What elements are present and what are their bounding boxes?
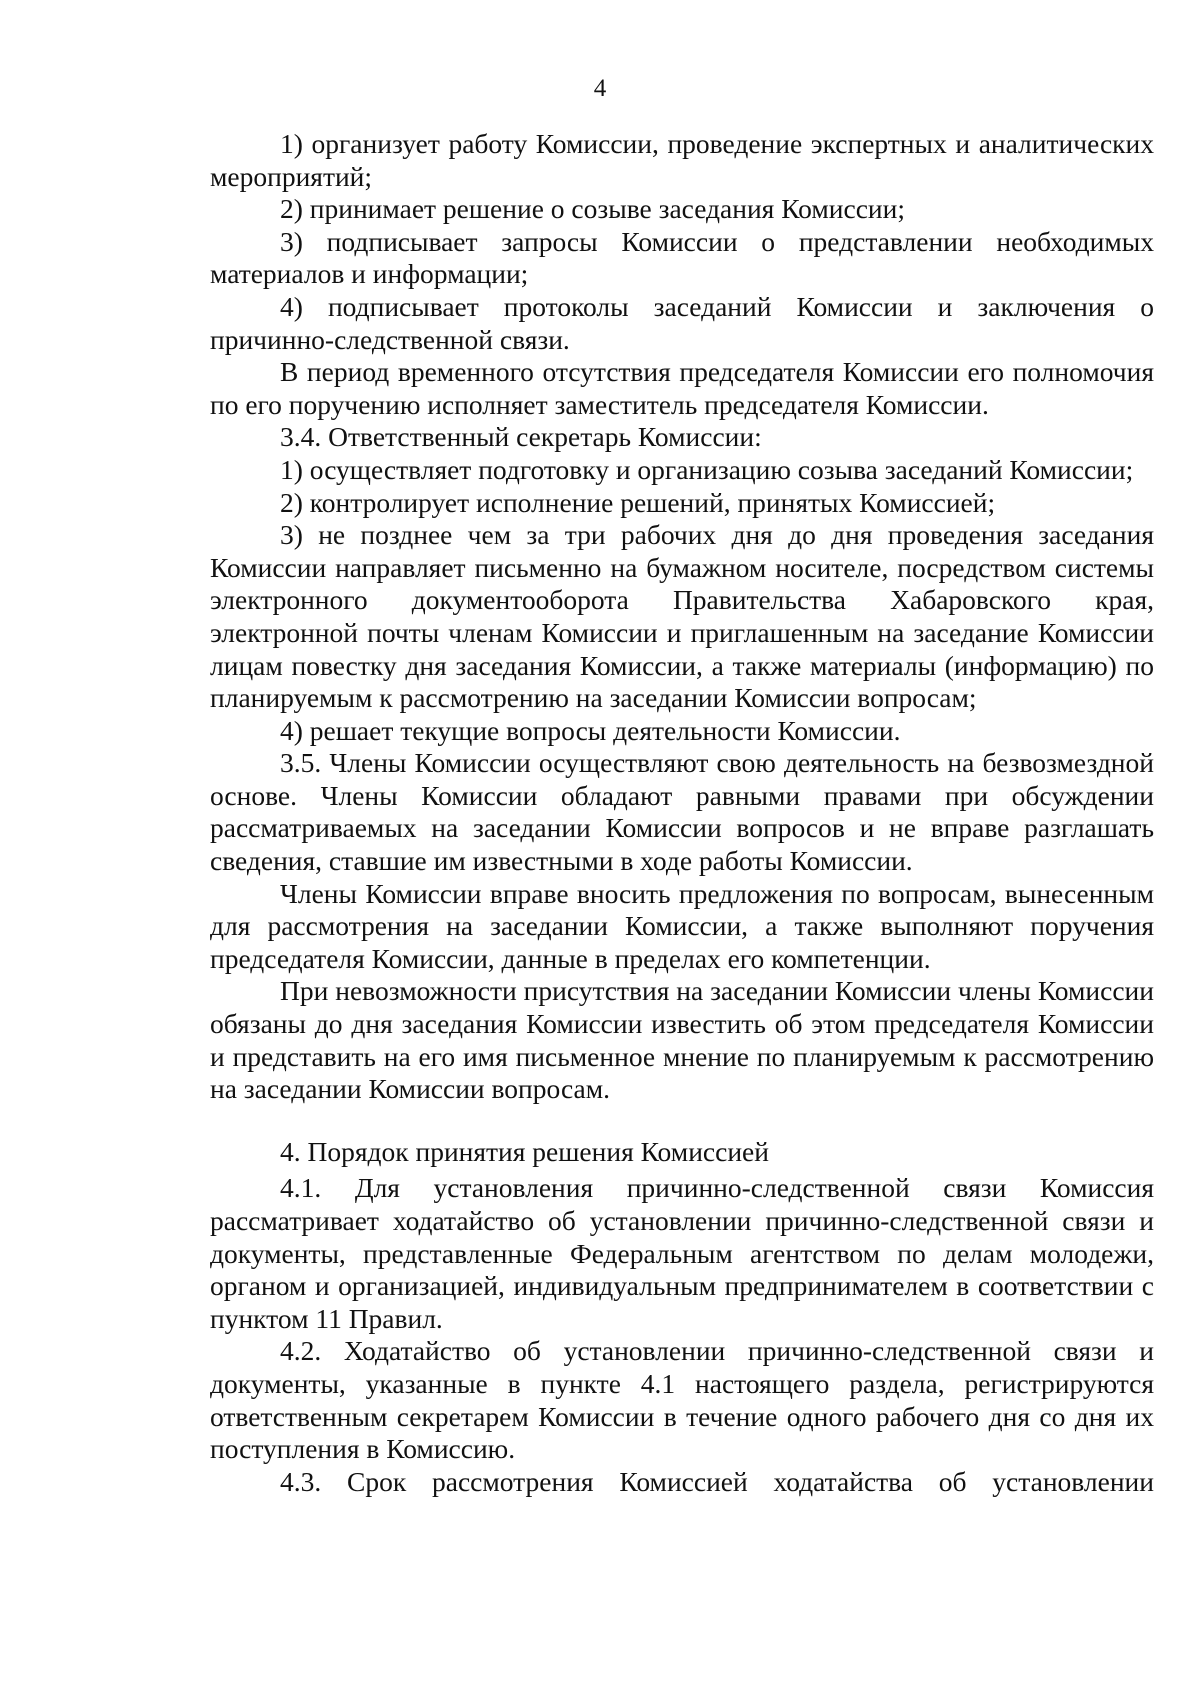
paragraph-chairman-duty-2: 2) принимает решение о созыве заседания Комиссии; <box>280 193 906 225</box>
page-number: 4 <box>593 75 607 102</box>
paragraph-secretary-duty-1: 1) осуществляет подготовку и организацию созыва заседаний Комиссии; <box>280 453 1134 485</box>
paragraph-4-1: 4.1. Для установления причинно-следственной связи Комиссия рассматривает ходатайство об установлении причинно-следственной связи и документы, представленные Федеральным агентством по делам молодежи, органом и организацией, индивидуальным предпринимателем в соответствии с пунктом 11 Правил. <box>210 1172 1154 1334</box>
paragraph-chairman-duty-3: 3) подписывает запросы Комиссии о представлении необходимых материалов и информации; <box>210 225 1154 290</box>
paragraph-3-4-heading: 3.4. Ответственный секретарь Комиссии: <box>280 421 762 453</box>
section-4-heading: 4. Порядок принятия решения Комиссией <box>280 1135 769 1167</box>
paragraph-members-proposals: Члены Комиссии вправе вносить предложения по вопросам, вынесенным для рассмотрения на заседании Комиссии, а также выполняют поручения председателя Комиссии, данные в пределах его компетенции. <box>210 877 1154 974</box>
paragraph-3-5-members: 3.5. Члены Комиссии осуществляют свою деятельность на безвозмездной основе. Члены Комиссии обладают равными правами при обсуждении рассматриваемых на заседании Комиссии вопросов и не вправе разглашать сведения, ставшие им известными в ходе работы Комиссии. <box>210 747 1154 877</box>
document-body <box>210 128 1154 1498</box>
paragraph-4-2: 4.2. Ходатайство об установлении причинно-следственной связи и документы, указанные в пункте 4.1 настоящего раздела, регистрируются ответственным секретарем Комиссии в течение одного рабочего дня со дня их поступления в Комиссию. <box>210 1335 1154 1465</box>
paragraph-4-3: 4.3. Срок рассмотрения Комиссией ходатайства об установлении <box>280 1465 1154 1497</box>
paragraph-deputy-chairman: В период временного отсутствия председателя Комиссии его полномочия по его поручению исполняет заместитель председателя Комиссии. <box>210 356 1154 420</box>
paragraph-secretary-duty-3: 3) не позднее чем за три рабочих дня до дня проведения заседания Комиссии направляет письменно на бумажном носителе, посредством системы электронного документооборота Правительства Хабаровского края, электронной почты членам Комиссии и приглашенным на заседание Комиссии лицам повестку дня заседания Комиссии, а также материалы (информацию) по планируемым к рассмотрению на заседании Комиссии вопросам; <box>210 519 1154 714</box>
paragraph-secretary-duty-2: 2) контролирует исполнение решений, принятых Комиссией; <box>280 486 996 518</box>
paragraph-members-absence: При невозможности присутствия на заседании Комиссии члены Комиссии обязаны до дня заседания Комиссии известить об этом председателя Комиссии и представить на его имя письменное мнение по планируемым к рассмотрению на заседании Комиссии вопросам. <box>210 975 1154 1105</box>
paragraph-chairman-duty-1: 1) организует работу Комиссии, проведение экспертных и аналитических мероприятий; <box>210 128 1154 192</box>
section-spacer <box>210 1106 1154 1136</box>
paragraph-secretary-duty-4: 4) решает текущие вопросы деятельности Комиссии. <box>280 714 901 746</box>
paragraph-chairman-duty-4: 4) подписывает протоколы заседаний Комиссии и заключения о причинно-следственной связи. <box>210 290 1154 355</box>
